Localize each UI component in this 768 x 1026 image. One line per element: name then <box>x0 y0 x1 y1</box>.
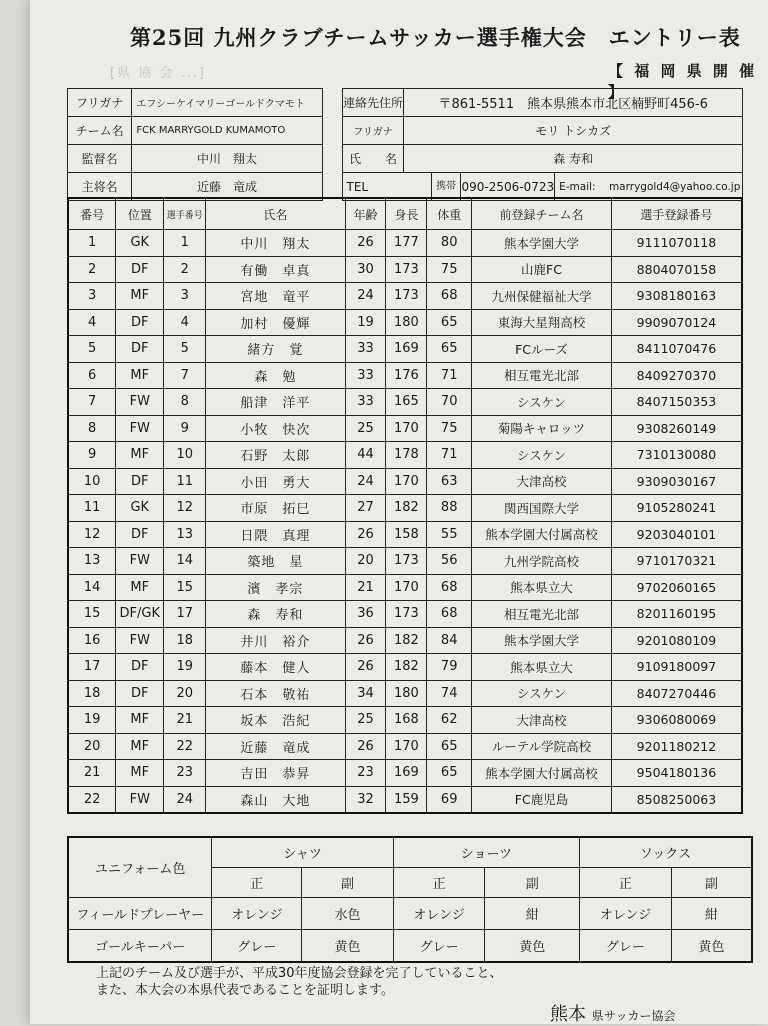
signature-association: 県サッカー協会 <box>591 1009 676 1023</box>
player-name: 石本 敬祐 <box>206 680 345 707</box>
player-weight: 63 <box>427 468 472 495</box>
field-player-label: フィールドプレーヤー <box>68 898 212 930</box>
player-index: 22 <box>68 786 116 813</box>
player-name: 有働 卓真 <box>206 256 345 283</box>
player-age: 21 <box>345 574 386 601</box>
player-age: 33 <box>345 336 386 363</box>
roster-row <box>68 627 742 654</box>
player-previous-team: FC鹿児島 <box>472 786 612 813</box>
player-registration-number: 9109180097 <box>611 654 742 681</box>
player-index: 6 <box>68 362 116 389</box>
header-player-number: 選手番号 <box>164 198 206 230</box>
player-age: 36 <box>345 601 386 628</box>
team-info-table <box>67 88 743 201</box>
player-number: 7 <box>164 362 206 389</box>
player-position: MF <box>116 442 164 469</box>
player-number: 19 <box>164 654 206 681</box>
player-position: MF <box>116 707 164 734</box>
player-name: 中川 翔太 <box>206 230 345 257</box>
player-weight: 84 <box>427 627 472 654</box>
player-registration-number: 8409270370 <box>611 362 742 389</box>
player-index: 21 <box>68 760 116 787</box>
player-name: 森 勉 <box>206 362 345 389</box>
shorts-primary-header: 正 <box>393 868 485 898</box>
player-index: 18 <box>68 680 116 707</box>
contact-name-value: 森 寿和 <box>404 145 743 173</box>
field-socks-secondary: 紺 <box>671 898 752 930</box>
player-age: 32 <box>345 786 386 813</box>
player-height: 173 <box>386 548 427 575</box>
roster-row <box>68 389 742 416</box>
player-previous-team: 熊本県立大 <box>472 574 612 601</box>
roster-row <box>68 283 742 310</box>
player-position: FW <box>116 415 164 442</box>
tel-label: TEL <box>342 173 431 201</box>
player-registration-number: 9702060165 <box>611 574 742 601</box>
contact-furigana-label: フリガナ <box>342 117 404 145</box>
player-height: 178 <box>386 442 427 469</box>
player-height: 182 <box>386 627 427 654</box>
association-signature <box>550 1000 676 1026</box>
gk-shirt-secondary: 黄色 <box>302 930 394 963</box>
goalkeeper-label: ゴールキーパー <box>68 930 212 963</box>
player-index: 11 <box>68 495 116 522</box>
player-roster-table <box>67 197 743 814</box>
player-age: 26 <box>345 627 386 654</box>
player-registration-number: 8508250063 <box>611 786 742 813</box>
player-age: 33 <box>345 362 386 389</box>
player-number: 14 <box>164 548 206 575</box>
player-position: FW <box>116 786 164 813</box>
player-weight: 68 <box>427 283 472 310</box>
player-age: 24 <box>345 468 386 495</box>
player-previous-team: FCルーズ <box>472 336 612 363</box>
certification-statement <box>96 965 503 999</box>
player-number: 23 <box>164 760 206 787</box>
player-number: 12 <box>164 495 206 522</box>
player-index: 1 <box>68 230 116 257</box>
player-weight: 69 <box>427 786 472 813</box>
player-position: FW <box>116 389 164 416</box>
contact-address-value: 〒861-5511 熊本県熊本市北区楠野町456-6 <box>404 89 743 117</box>
team-name-label: チーム名 <box>68 117 132 145</box>
player-age: 27 <box>345 495 386 522</box>
player-name: 市原 拓巳 <box>206 495 345 522</box>
shirt-secondary-header: 副 <box>302 868 394 898</box>
roster-row <box>68 733 742 760</box>
roster-row <box>68 707 742 734</box>
email-address: marrygold4@yahoo.co.jp <box>608 180 741 193</box>
player-number: 4 <box>164 309 206 336</box>
player-name: 石野 太郎 <box>206 442 345 469</box>
player-previous-team: 熊本学園大学 <box>472 627 612 654</box>
player-previous-team: シスケン <box>472 389 612 416</box>
player-registration-number: 8407270446 <box>611 680 742 707</box>
player-previous-team: 関西国際大学 <box>472 495 612 522</box>
player-previous-team: 相互電光北部 <box>472 362 612 389</box>
player-age: 34 <box>345 680 386 707</box>
captain-label: 主将名 <box>68 173 132 201</box>
player-age: 25 <box>345 707 386 734</box>
player-name: 小牧 快次 <box>206 415 345 442</box>
player-height: 173 <box>386 601 427 628</box>
header-weight: 体重 <box>427 198 472 230</box>
player-previous-team: 菊陽キャロッツ <box>472 415 612 442</box>
player-registration-number: 8407150353 <box>611 389 742 416</box>
player-number: 15 <box>164 574 206 601</box>
roster-row <box>68 786 742 813</box>
player-height: 158 <box>386 521 427 548</box>
player-position: MF <box>116 760 164 787</box>
player-height: 170 <box>386 415 427 442</box>
player-age: 25 <box>345 415 386 442</box>
player-registration-number: 9306080069 <box>611 707 742 734</box>
player-previous-team: 大津高校 <box>472 468 612 495</box>
player-index: 7 <box>68 389 116 416</box>
player-name: 宮地 竜平 <box>206 283 345 310</box>
player-previous-team: 熊本学園大付属高校 <box>472 760 612 787</box>
player-name: 近藤 竜成 <box>206 733 345 760</box>
roster-row <box>68 574 742 601</box>
player-age: 23 <box>345 760 386 787</box>
player-position: GK <box>116 230 164 257</box>
mobile-label: 携帯 <box>431 173 461 201</box>
player-position: FW <box>116 548 164 575</box>
player-height: 159 <box>386 786 427 813</box>
socks-header: ソックス <box>580 837 752 868</box>
player-age: 26 <box>345 230 386 257</box>
player-position: DF <box>116 309 164 336</box>
player-number: 5 <box>164 336 206 363</box>
roster-row <box>68 442 742 469</box>
player-position: DF <box>116 468 164 495</box>
player-age: 26 <box>345 654 386 681</box>
player-index: 20 <box>68 733 116 760</box>
roster-row <box>68 521 742 548</box>
player-weight: 74 <box>427 680 472 707</box>
player-height: 182 <box>386 495 427 522</box>
player-name: 吉田 恭昇 <box>206 760 345 787</box>
statement-line-2: また、本大会の本県代表であることを証明します。 <box>96 983 394 998</box>
player-registration-number: 9308180163 <box>611 283 742 310</box>
player-height: 169 <box>386 760 427 787</box>
player-weight: 71 <box>427 362 472 389</box>
header-position: 位置 <box>116 198 164 230</box>
player-age: 44 <box>345 442 386 469</box>
player-weight: 56 <box>427 548 472 575</box>
player-previous-team: 東海大星翔高校 <box>472 309 612 336</box>
player-registration-number: 8411070476 <box>611 336 742 363</box>
player-previous-team: 相互電光北部 <box>472 601 612 628</box>
field-socks-primary: オレンジ <box>580 898 672 930</box>
roster-header-row <box>68 198 742 230</box>
roster-row <box>68 309 742 336</box>
player-index: 19 <box>68 707 116 734</box>
player-previous-team: 熊本学園大学 <box>472 230 612 257</box>
player-age: 33 <box>345 389 386 416</box>
player-age: 19 <box>345 309 386 336</box>
player-index: 2 <box>68 256 116 283</box>
player-index: 15 <box>68 601 116 628</box>
player-registration-number: 9111070118 <box>611 230 742 257</box>
faded-stamp-text: [県 協 会 ...] <box>110 66 206 81</box>
player-name: 濱 孝宗 <box>206 574 345 601</box>
player-previous-team: 山鹿FC <box>472 256 612 283</box>
player-height: 165 <box>386 389 427 416</box>
gk-socks-secondary: 黄色 <box>671 930 752 963</box>
field-shirt-primary: オレンジ <box>212 898 302 930</box>
field-shirt-secondary: 水色 <box>302 898 394 930</box>
player-height: 170 <box>386 733 427 760</box>
player-registration-number: 8201160195 <box>611 601 742 628</box>
player-number: 9 <box>164 415 206 442</box>
player-registration-number: 9201080109 <box>611 627 742 654</box>
shorts-secondary-header: 副 <box>485 868 580 898</box>
player-position: FW <box>116 627 164 654</box>
socks-primary-header: 正 <box>580 868 672 898</box>
player-weight: 65 <box>427 733 472 760</box>
header-registration-number: 選手登録番号 <box>611 198 742 230</box>
roster-row <box>68 415 742 442</box>
gk-socks-primary: グレー <box>580 930 672 963</box>
player-name: 小田 勇大 <box>206 468 345 495</box>
player-number: 13 <box>164 521 206 548</box>
player-previous-team: シスケン <box>472 442 612 469</box>
player-registration-number: 9201180212 <box>611 733 742 760</box>
player-previous-team: 熊本県立大 <box>472 654 612 681</box>
roster-row <box>68 495 742 522</box>
shirt-header: シャツ <box>212 837 393 868</box>
shorts-header: ショーツ <box>393 837 579 868</box>
player-registration-number: 9105280241 <box>611 495 742 522</box>
player-registration-number: 9203040101 <box>611 521 742 548</box>
player-number: 21 <box>164 707 206 734</box>
header-previous-team: 前登録チーム名 <box>472 198 612 230</box>
uniform-color-label: ユニフォーム色 <box>68 837 212 898</box>
player-number: 3 <box>164 283 206 310</box>
player-position: DF <box>116 521 164 548</box>
player-registration-number: 7310130080 <box>611 442 742 469</box>
player-name: 井川 裕介 <box>206 627 345 654</box>
player-height: 168 <box>386 707 427 734</box>
player-weight: 68 <box>427 574 472 601</box>
roster-row <box>68 548 742 575</box>
roster-row <box>68 680 742 707</box>
player-weight: 80 <box>427 230 472 257</box>
player-weight: 65 <box>427 336 472 363</box>
roster-row <box>68 336 742 363</box>
player-name: 日隈 真理 <box>206 521 345 548</box>
player-weight: 71 <box>427 442 472 469</box>
player-weight: 88 <box>427 495 472 522</box>
player-previous-team: 大津高校 <box>472 707 612 734</box>
player-age: 26 <box>345 521 386 548</box>
player-weight: 75 <box>427 256 472 283</box>
player-registration-number: 9504180136 <box>611 760 742 787</box>
player-position: DF <box>116 680 164 707</box>
contact-address-label: 連絡先住所 <box>342 89 404 117</box>
team-furigana-value: エフシーケイマリーゴールドクマモト <box>132 89 322 117</box>
header-name: 氏名 <box>206 198 345 230</box>
player-age: 20 <box>345 548 386 575</box>
gk-shorts-secondary: 黄色 <box>485 930 580 963</box>
contact-name-label: 氏 名 <box>342 145 404 173</box>
roster-row <box>68 230 742 257</box>
header-age: 年齢 <box>345 198 386 230</box>
header-height: 身長 <box>386 198 427 230</box>
player-name: 藤本 健人 <box>206 654 345 681</box>
statement-line-1: 上記のチーム及び選手が、平成30年度協会登録を完了していること、 <box>96 966 503 981</box>
player-index: 12 <box>68 521 116 548</box>
socks-secondary-header: 副 <box>671 868 752 898</box>
player-number: 17 <box>164 601 206 628</box>
player-registration-number: 8804070158 <box>611 256 742 283</box>
player-index: 17 <box>68 654 116 681</box>
player-age: 26 <box>345 733 386 760</box>
player-number: 11 <box>164 468 206 495</box>
player-number: 2 <box>164 256 206 283</box>
captain-name-value: 近藤 竜成 <box>132 173 322 201</box>
field-shorts-primary: オレンジ <box>393 898 485 930</box>
player-weight: 70 <box>427 389 472 416</box>
player-number: 22 <box>164 733 206 760</box>
signature-prefecture: 熊本 <box>550 1004 586 1025</box>
player-index: 10 <box>68 468 116 495</box>
player-index: 14 <box>68 574 116 601</box>
player-weight: 79 <box>427 654 472 681</box>
player-age: 30 <box>345 256 386 283</box>
player-number: 20 <box>164 680 206 707</box>
player-height: 176 <box>386 362 427 389</box>
player-position: DF <box>116 336 164 363</box>
player-weight: 65 <box>427 760 472 787</box>
player-previous-team: 九州保健福祉大学 <box>472 283 612 310</box>
player-index: 16 <box>68 627 116 654</box>
roster-row <box>68 256 742 283</box>
player-height: 180 <box>386 680 427 707</box>
player-height: 169 <box>386 336 427 363</box>
roster-row <box>68 468 742 495</box>
player-previous-team: ルーテル学院高校 <box>472 733 612 760</box>
player-height: 177 <box>386 230 427 257</box>
player-height: 180 <box>386 309 427 336</box>
player-position: DF <box>116 654 164 681</box>
player-height: 170 <box>386 574 427 601</box>
player-index: 5 <box>68 336 116 363</box>
furigana-label: フリガナ <box>68 89 132 117</box>
host-prefecture-label: 【 福 岡 県 開 催 】 <box>608 62 758 101</box>
player-index: 9 <box>68 442 116 469</box>
player-name: 緒方 覚 <box>206 336 345 363</box>
player-height: 170 <box>386 468 427 495</box>
player-position: DF/GK <box>116 601 164 628</box>
player-index: 13 <box>68 548 116 575</box>
player-number: 18 <box>164 627 206 654</box>
coach-name-value: 中川 翔太 <box>132 145 322 173</box>
contact-furigana-value: モリ トシカズ <box>404 117 743 145</box>
mobile-number-value: 090-2506-0723 <box>461 173 555 201</box>
player-previous-team: 九州学院高校 <box>472 548 612 575</box>
player-position: MF <box>116 283 164 310</box>
player-number: 8 <box>164 389 206 416</box>
roster-row <box>68 760 742 787</box>
player-number: 10 <box>164 442 206 469</box>
player-registration-number: 9309030167 <box>611 468 742 495</box>
player-name: 森山 大地 <box>206 786 345 813</box>
player-position: MF <box>116 574 164 601</box>
team-name-value: FCK MARRYGOLD KUMAMOTO <box>132 117 322 145</box>
email-label: E-mail: <box>559 180 596 193</box>
page-title: 第25回 九州クラブチームサッカー選手権大会 エントリー表 <box>130 25 741 50</box>
player-name: 坂本 浩紀 <box>206 707 345 734</box>
player-position: GK <box>116 495 164 522</box>
player-position: MF <box>116 362 164 389</box>
player-weight: 75 <box>427 415 472 442</box>
player-registration-number: 9308260149 <box>611 415 742 442</box>
player-name: 築地 星 <box>206 548 345 575</box>
player-weight: 65 <box>427 309 472 336</box>
uniform-color-table <box>67 836 753 963</box>
player-previous-team: シスケン <box>472 680 612 707</box>
header-no: 番号 <box>68 198 116 230</box>
player-weight: 62 <box>427 707 472 734</box>
player-height: 182 <box>386 654 427 681</box>
player-weight: 68 <box>427 601 472 628</box>
player-index: 4 <box>68 309 116 336</box>
player-index: 3 <box>68 283 116 310</box>
player-weight: 55 <box>427 521 472 548</box>
roster-row <box>68 362 742 389</box>
player-registration-number: 9909070124 <box>611 309 742 336</box>
player-height: 173 <box>386 283 427 310</box>
player-number: 1 <box>164 230 206 257</box>
gk-shorts-primary: グレー <box>393 930 485 963</box>
coach-label: 監督名 <box>68 145 132 173</box>
player-position: MF <box>116 733 164 760</box>
player-height: 173 <box>386 256 427 283</box>
player-name: 船津 洋平 <box>206 389 345 416</box>
field-shorts-secondary: 紺 <box>485 898 580 930</box>
player-previous-team: 熊本学園大付属高校 <box>472 521 612 548</box>
gk-shirt-primary: グレー <box>212 930 302 963</box>
roster-row <box>68 601 742 628</box>
player-registration-number: 9710170321 <box>611 548 742 575</box>
player-index: 8 <box>68 415 116 442</box>
roster-row <box>68 654 742 681</box>
player-name: 加村 優輝 <box>206 309 345 336</box>
player-number: 24 <box>164 786 206 813</box>
player-name: 森 寿和 <box>206 601 345 628</box>
player-age: 24 <box>345 283 386 310</box>
shirt-primary-header: 正 <box>212 868 302 898</box>
player-position: DF <box>116 256 164 283</box>
